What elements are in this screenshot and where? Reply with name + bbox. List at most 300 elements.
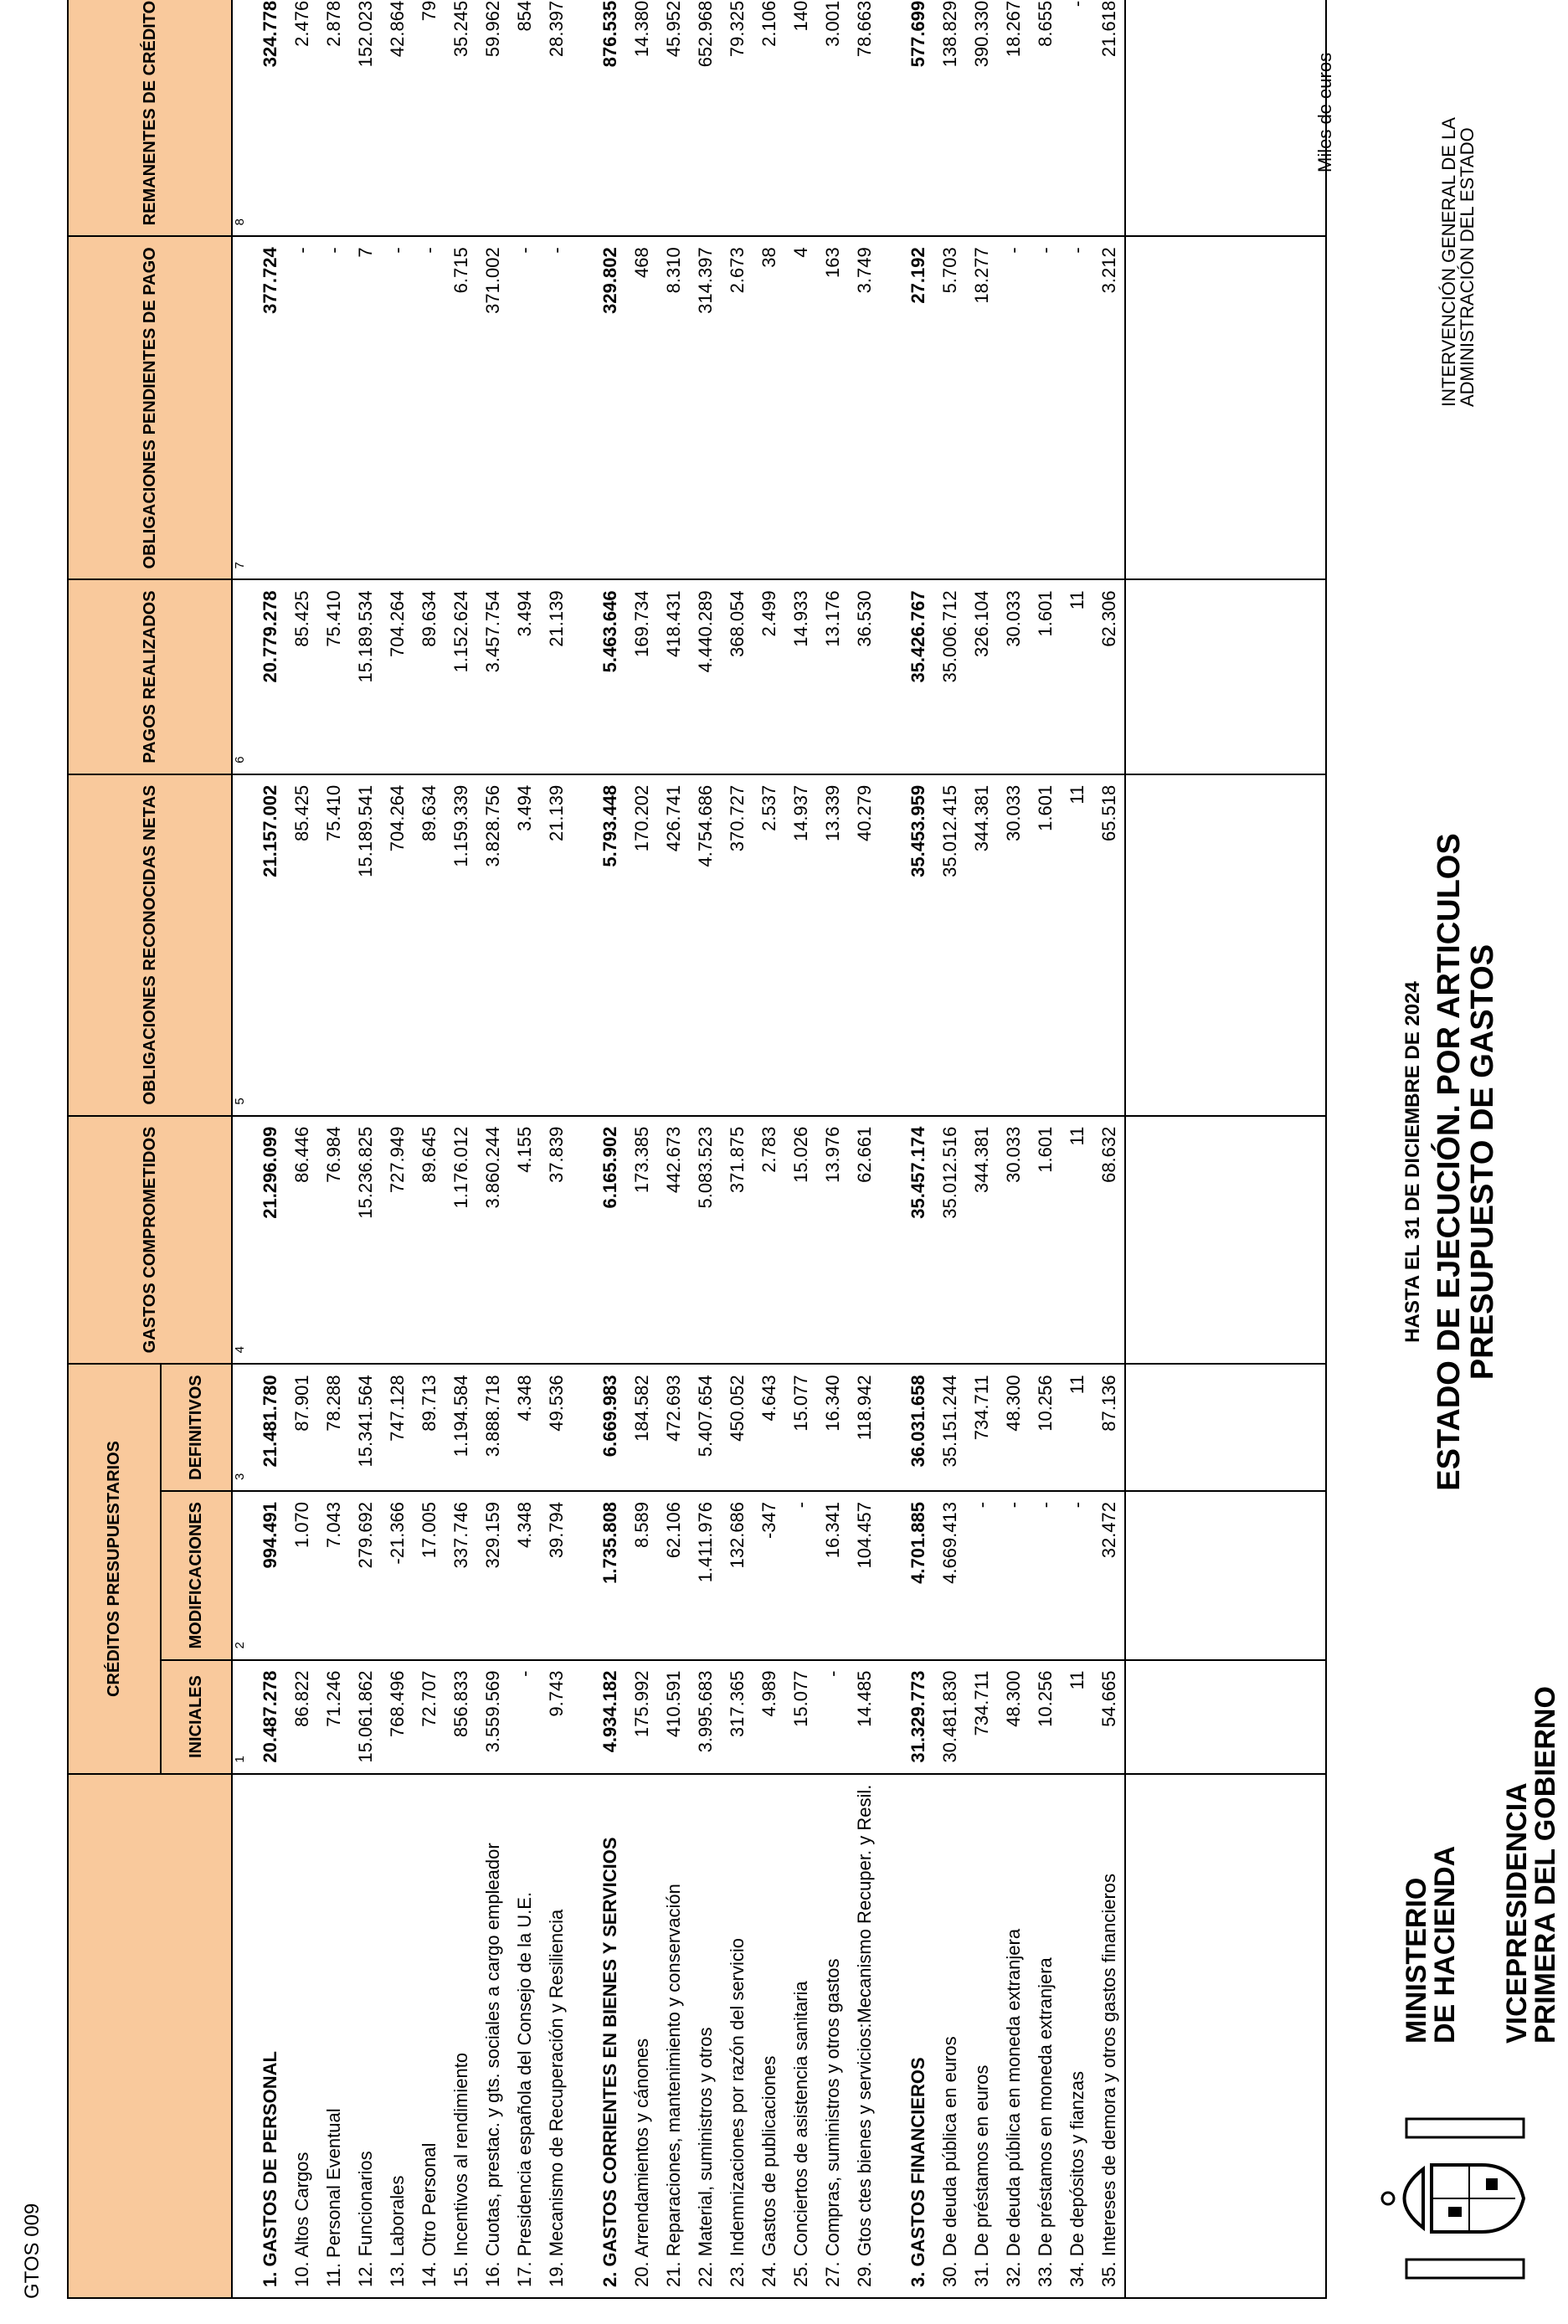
col-number: 4 [232,1116,254,1365]
value-cell: 35.453.959 [902,774,934,1116]
filler-cell [1125,0,1326,236]
value-cell: - [998,1491,1030,1660]
value-cell: -347 [753,1491,785,1660]
spacer-cell [881,579,902,774]
value-cell: 11 [1062,579,1093,774]
value-cell: 370.727 [722,774,753,1116]
value-cell: 15.026 [785,1116,817,1365]
label-header-cell [68,1774,232,2298]
value-cell: 14.933 [785,579,817,774]
value-cell: - [318,236,350,579]
value-cell: 54.665 [1093,1660,1125,1774]
value-cell: 4.934.182 [594,1660,626,1774]
row-label: 27. Compras, suministros y otros gastos [817,1774,849,2298]
value-cell: 6.715 [445,236,477,579]
value-cell: 11 [1062,1364,1093,1491]
value-cell: 1.159.339 [445,774,477,1116]
value-cell: 442.673 [658,1116,690,1365]
col-number: 2 [232,1491,254,1660]
value-cell: 876.535 [594,0,626,236]
row-label: 15. Incentivos al rendimiento [445,1774,477,2298]
value-cell: 31.329.773 [902,1660,934,1774]
report-title: PRESUPUESTO DE GASTOS [1465,943,1500,1381]
igae-label: INTERVENCIÓN GENERAL DE LA ADMINISTRACIÓN DEL ESTADO [1438,117,1478,407]
value-cell: 5.703 [934,236,966,579]
value-cell: 450.052 [722,1364,753,1491]
value-cell: 85.425 [286,774,318,1116]
value-cell: 89.645 [414,1116,445,1365]
value-cell: - [286,236,318,579]
value-cell: 410.591 [658,1660,690,1774]
value-cell: - [1030,1491,1062,1660]
value-cell: 30.033 [998,1116,1030,1365]
group-header: CRÉDITOS PRESUPUESTARIOS [68,1364,161,1773]
value-cell: 27.192 [902,236,934,579]
value-cell: 5.793.448 [594,774,626,1116]
value-cell: 1.735.808 [594,1491,626,1660]
spacer-cell [881,774,902,1116]
value-cell: 35.426.767 [902,579,934,774]
value-cell: 40.279 [849,774,881,1116]
value-cell: - [998,236,1030,579]
filler-cell [1125,1774,1326,2298]
value-cell: 39.794 [541,1491,573,1660]
table-row [1062,0,1093,2298]
table-body [254,0,1326,2298]
spacer-cell [881,1364,902,1491]
value-cell: 371.875 [722,1116,753,1365]
report-date: HASTA EL 31 DE DICIEMBRE DE 2024 [1401,981,1424,1343]
value-cell: 35.457.174 [902,1116,934,1365]
spacer-cell [573,1774,594,2298]
table-row [477,0,509,2298]
value-cell: 78.663 [849,0,881,236]
value-cell: 5.407.654 [690,1364,722,1491]
spacer-row [573,0,594,2298]
spacer-row [881,0,902,2298]
value-cell: 2.673 [722,236,753,579]
value-cell: 337.746 [445,1491,477,1660]
value-cell: 734.711 [966,1364,998,1491]
table-row [753,0,785,2298]
value-cell: 3.494 [509,579,541,774]
value-cell: 3.212 [1093,236,1125,579]
value-cell: 390.330 [966,0,998,236]
value-cell: 314.397 [690,236,722,579]
value-cell: 15.061.862 [350,1660,382,1774]
value-cell: 76.984 [318,1116,350,1365]
value-cell: 49.536 [541,1364,573,1491]
value-cell: - [541,236,573,579]
value-cell: 317.365 [722,1660,753,1774]
value-cell: 3.828.756 [477,774,509,1116]
value-cell: - [1062,0,1093,236]
value-cell: 747.128 [382,1364,414,1491]
value-cell: 3.995.683 [690,1660,722,1774]
value-cell: 704.264 [382,579,414,774]
value-cell: 35.151.244 [934,1364,966,1491]
value-cell: 3.860.244 [477,1116,509,1365]
value-cell: 118.942 [849,1364,881,1491]
table-row [382,0,414,2298]
value-cell: 138.829 [934,0,966,236]
spacer-cell [881,1491,902,1660]
value-cell: 62.306 [1093,579,1125,774]
value-cell: 21.157.002 [254,774,286,1116]
value-cell: 279.692 [350,1491,382,1660]
col-number: 7 [232,236,254,579]
report-subtitle: ESTADO DE EJECUCIÓN. POR ARTICULOS [1432,833,1467,1491]
value-cell: 15.189.534 [350,579,382,774]
row-label: 1. GASTOS DE PERSONAL [254,1774,286,2298]
value-cell: 38 [753,236,785,579]
spacer-cell [573,774,594,1116]
value-cell: 6.165.902 [594,1116,626,1365]
table-row [1093,0,1125,2298]
filler-cell [1125,1364,1326,1491]
value-cell: 10.256 [1030,1660,1062,1774]
ministry-name: MINISTERIO DE HACIENDA [1401,1845,1461,2044]
value-cell: 1.601 [1030,1116,1062,1365]
value-cell: 16.341 [817,1491,849,1660]
value-cell: 4 [785,236,817,579]
value-cell: 21.618 [1093,0,1125,236]
value-cell: - [1062,1491,1093,1660]
row-label: 14. Otro Personal [414,1774,445,2298]
value-cell: 30.033 [998,579,1030,774]
value-cell: 21.139 [541,579,573,774]
value-cell: 140 [785,0,817,236]
value-cell: 184.582 [626,1364,658,1491]
value-cell: 4.348 [509,1364,541,1491]
value-cell: 2.537 [753,774,785,1116]
value-cell: 4.669.413 [934,1491,966,1660]
value-cell: 3.559.569 [477,1660,509,1774]
table-row [722,0,753,2298]
col-header-4: GASTOS COMPROMETIDOS [68,1116,232,1365]
row-label: 16. Cuotas, prestac. y gts. sociales a cargo empleador [477,1774,509,2298]
value-cell: 1.601 [1030,774,1062,1116]
value-cell: 371.002 [477,236,509,579]
spacer-cell [881,1116,902,1365]
value-cell: 8.655 [1030,0,1062,236]
value-cell: 87.136 [1093,1364,1125,1491]
spacer-cell [881,1774,902,2298]
table-row [658,0,690,2298]
value-cell: 856.833 [445,1660,477,1774]
value-cell: 18.267 [998,0,1030,236]
value-cell: 329.802 [594,236,626,579]
value-cell: 468 [626,236,658,579]
value-cell: 20.779.278 [254,579,286,774]
value-cell: 8.589 [626,1491,658,1660]
row-label: 13. Laborales [382,1774,414,2298]
value-cell: 35.012.415 [934,774,966,1116]
spacer-cell [573,1491,594,1660]
units-label: Miles de euros [1314,52,1335,172]
value-cell: 8.310 [658,236,690,579]
value-cell: 62.106 [658,1491,690,1660]
value-cell: 15.077 [785,1660,817,1774]
org-name: VICEPRESIDENCIA PRIMERA DEL GOBIERNO [1501,1686,1561,2044]
value-cell: 1.601 [1030,579,1062,774]
row-label: 10. Altos Cargos [286,1774,318,2298]
value-cell: 344.381 [966,774,998,1116]
value-cell: 4.989 [753,1660,785,1774]
value-cell: 104.457 [849,1491,881,1660]
value-cell: 3.001 [817,0,849,236]
value-cell: 45.952 [658,0,690,236]
value-cell: 78.288 [318,1364,350,1491]
col-header-5: OBLIGACIONES RECONOCIDAS NETAS [68,774,232,1116]
value-cell: 71.246 [318,1660,350,1774]
value-cell: - [414,236,445,579]
value-cell: 20.487.278 [254,1660,286,1774]
value-cell: 36.530 [849,579,881,774]
table-row [541,0,573,2298]
table-row [445,0,477,2298]
value-cell: 169.734 [626,579,658,774]
filler-cell [1125,774,1326,1116]
value-cell: 11 [1062,1116,1093,1365]
value-cell: 21.296.099 [254,1116,286,1365]
value-cell: 7.043 [318,1491,350,1660]
spacer-cell [573,1660,594,1774]
filler-cell [1125,1660,1326,1774]
row-label: 30. De deuda pública en euros [934,1774,966,2298]
value-cell: 344.381 [966,1116,998,1365]
row-label: 35. Intereses de demora y otros gastos financieros [1093,1774,1125,2298]
value-cell: 2.783 [753,1116,785,1365]
value-cell: 21.139 [541,774,573,1116]
value-cell: 5.083.523 [690,1116,722,1365]
value-cell: 18.277 [966,236,998,579]
value-cell: 72.707 [414,1660,445,1774]
value-cell: 59.962 [477,0,509,236]
value-cell: 75.410 [318,579,350,774]
value-cell: 3.457.754 [477,579,509,774]
value-cell: 11 [1062,1660,1093,1774]
row-label: 17. Presidencia española del Consejo de la U.E. [509,1774,541,2298]
value-cell: 2.878 [318,0,350,236]
value-cell: 13.176 [817,579,849,774]
value-cell: 30.481.830 [934,1660,966,1774]
table-row [1030,0,1062,2298]
value-cell: 32.472 [1093,1491,1125,1660]
table-row [414,0,445,2298]
value-cell: 652.968 [690,0,722,236]
filler-cell [1125,1116,1326,1365]
value-cell: 734.711 [966,1660,998,1774]
col-number: 6 [232,579,254,774]
value-cell: 4.348 [509,1491,541,1660]
value-cell: 173.385 [626,1116,658,1365]
value-cell: 11 [1062,774,1093,1116]
col-number: 1 [232,1660,254,1774]
col-header-1: INICIALES [161,1660,233,1774]
value-cell: 326.104 [966,579,998,774]
col-header-7: OBLIGACIONES PENDIENTES DE PAGO [68,236,232,579]
value-cell: 89.634 [414,579,445,774]
row-label: 24. Gastos de publicaciones [753,1774,785,2298]
value-cell: 1.152.624 [445,579,477,774]
value-cell: 9.743 [541,1660,573,1774]
value-cell: 2.106 [753,0,785,236]
table-row [817,0,849,2298]
row-label: 29. Gtos ctes bienes y servicios:Mecanismo Recuper. y Resil. [849,1774,881,2298]
value-cell: 4.440.289 [690,579,722,774]
value-cell: 152.023 [350,0,382,236]
value-cell: 48.300 [998,1660,1030,1774]
value-cell: 170.202 [626,774,658,1116]
value-cell: 3.749 [849,236,881,579]
value-cell: 5.463.646 [594,579,626,774]
value-cell: 89.634 [414,774,445,1116]
value-cell: 14.485 [849,1660,881,1774]
value-cell: 727.949 [382,1116,414,1365]
value-cell: 68.632 [1093,1116,1125,1365]
row-label: 20. Arrendamientos y cánones [626,1774,658,2298]
value-cell: 994.491 [254,1491,286,1660]
row-label: 32. De deuda pública en moneda extranjera [998,1774,1030,2298]
row-label: 21. Reparaciones, mantenimiento y conservación [658,1774,690,2298]
value-cell: - [785,1491,817,1660]
col-header-2: MODIFICACIONES [161,1491,233,1660]
value-cell: 86.446 [286,1116,318,1365]
value-cell: 86.822 [286,1660,318,1774]
spacer-cell [881,1660,902,1774]
table-row [254,0,286,2298]
row-label: 31. De préstamos en euros [966,1774,998,2298]
value-cell: 65.518 [1093,774,1125,1116]
value-cell: 15.341.564 [350,1364,382,1491]
table-row [286,0,318,2298]
col-number: 3 [232,1364,254,1491]
value-cell: -21.366 [382,1491,414,1660]
spacer-cell [573,1116,594,1365]
row-label: 3. GASTOS FINANCIEROS [902,1774,934,2298]
value-cell: 15.236.825 [350,1116,382,1365]
value-cell: 79.325 [722,0,753,236]
value-cell: 35.012.516 [934,1116,966,1365]
table-row [626,0,658,2298]
spacer-cell [573,236,594,579]
value-cell: 10.256 [1030,1364,1062,1491]
value-cell: 35.006.712 [934,579,966,774]
col-number: 8 [232,0,254,236]
value-cell: 6.669.983 [594,1364,626,1491]
value-cell: 768.496 [382,1660,414,1774]
value-cell: 16.340 [817,1364,849,1491]
value-cell: 1.176.012 [445,1116,477,1365]
value-cell: 704.264 [382,774,414,1116]
value-cell: 368.054 [722,579,753,774]
value-cell: - [509,236,541,579]
footer-code: GTOS 009 [21,2203,44,2299]
row-label: 12. Funcionarios [350,1774,382,2298]
value-cell: 42.864 [382,0,414,236]
value-cell: 132.686 [722,1491,753,1660]
value-cell: 3.888.718 [477,1364,509,1491]
table-row [594,0,626,2298]
value-cell: 472.693 [658,1364,690,1491]
value-cell: 163 [817,236,849,579]
spacer-cell [881,236,902,579]
value-cell: - [382,236,414,579]
value-cell: 4.643 [753,1364,785,1491]
value-cell: 87.901 [286,1364,318,1491]
table-row [998,0,1030,2298]
col-number: 5 [232,774,254,1116]
value-cell: - [509,1660,541,1774]
value-cell: 85.425 [286,579,318,774]
value-cell: 13.339 [817,774,849,1116]
table-row [509,0,541,2298]
row-label: 22. Material, suministros y otros [690,1774,722,2298]
col-number-blank [232,1774,254,2298]
value-cell: 7 [350,236,382,579]
filler-cell [1125,1491,1326,1660]
value-cell: 28.397 [541,0,573,236]
value-cell: 15.077 [785,1364,817,1491]
value-cell: 75.410 [318,774,350,1116]
spacer-cell [881,0,902,236]
row-label: 19. Mecanismo de Recuperación y Resiliencia [541,1774,573,2298]
value-cell: - [966,1491,998,1660]
row-label: 33. De préstamos en moneda extranjera [1030,1774,1062,2298]
value-cell: 418.431 [658,579,690,774]
spacer-cell [573,1364,594,1491]
budget-table [67,0,1327,2299]
row-label: 25. Conciertos de asistencia sanitaria [785,1774,817,2298]
value-cell: 577.699 [902,0,934,236]
value-cell: - [1030,236,1062,579]
value-cell: 17.005 [414,1491,445,1660]
table-row [318,0,350,2298]
value-cell: 329.159 [477,1491,509,1660]
row-label: 23. Indemnizaciones por razón del servicio [722,1774,753,2298]
row-label: 34. De depósitos y fianzas [1062,1774,1093,2298]
value-cell: 36.031.658 [902,1364,934,1491]
value-cell: 324.778 [254,0,286,236]
value-cell: 1.411.976 [690,1491,722,1660]
value-cell: 175.992 [626,1660,658,1774]
col-header-3: DEFINITIVOS [161,1364,233,1491]
col-header-6: PAGOS REALIZADOS [68,579,232,774]
value-cell: 15.189.541 [350,774,382,1116]
spacer-cell [573,579,594,774]
value-cell: 62.661 [849,1116,881,1365]
value-cell: 4.754.686 [690,774,722,1116]
value-cell: 1.194.584 [445,1364,477,1491]
table-row [902,0,934,2298]
table-row [849,0,881,2298]
filler-cell [1125,236,1326,579]
value-cell: 377.724 [254,236,286,579]
value-cell: 4.701.885 [902,1491,934,1660]
row-label: 11. Personal Eventual [318,1774,350,2298]
table-row [934,0,966,2298]
filler-row [1125,0,1326,2298]
value-cell: 21.481.780 [254,1364,286,1491]
value-cell: 426.741 [658,774,690,1116]
spacer-cell [573,0,594,236]
row-label: 2. GASTOS CORRIENTES EN BIENES Y SERVICIOS [594,1774,626,2298]
value-cell: 79 [414,0,445,236]
table-row [785,0,817,2298]
value-cell: - [1062,236,1093,579]
value-cell: 14.380 [626,0,658,236]
